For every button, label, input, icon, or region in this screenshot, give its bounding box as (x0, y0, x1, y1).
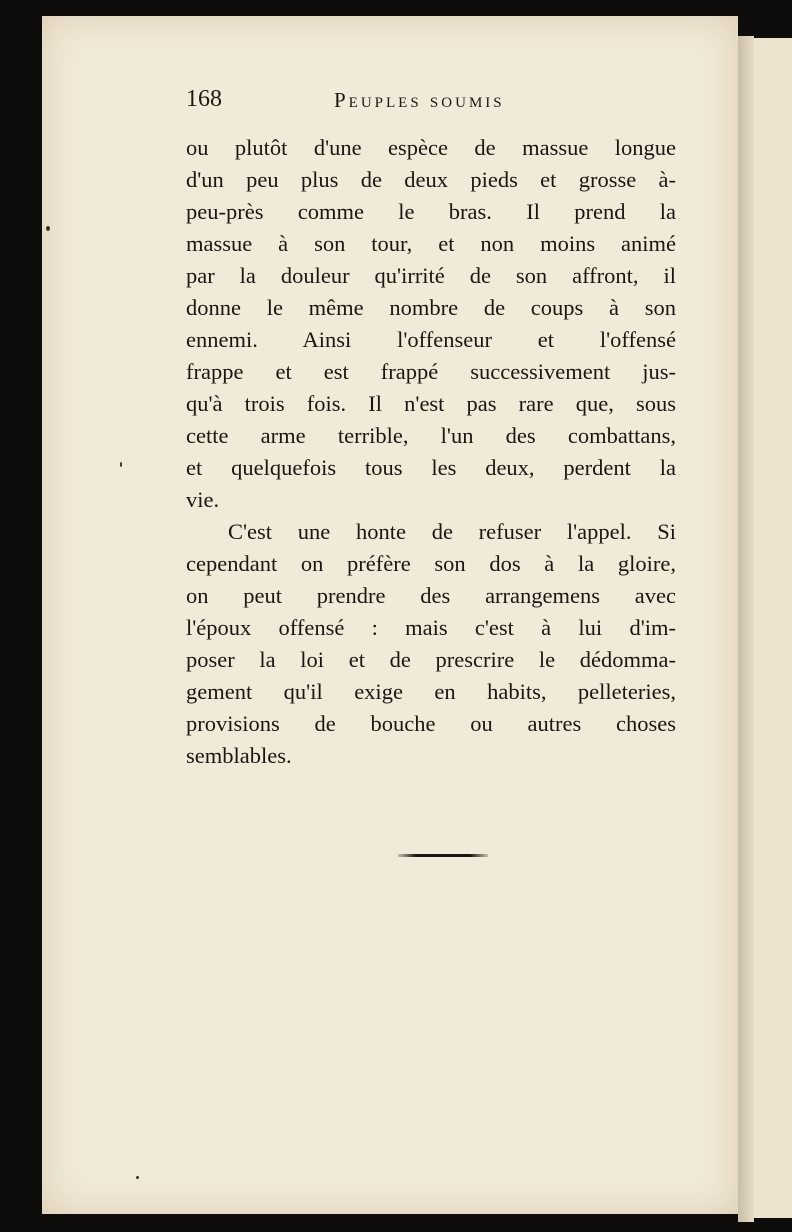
paragraph-2 (186, 516, 676, 772)
page-number: 168 (186, 86, 222, 112)
paper-speck (136, 1176, 139, 1179)
text-line: cette arme terrible, l'un des combattans, (186, 423, 676, 448)
text-line: donne le même nombre de coups à son (186, 295, 676, 320)
text-line: poser la loi et de prescrire le dédomma- (186, 647, 676, 672)
text-line: provisions de bouche ou autres choses (186, 711, 676, 736)
text-line: peu-près comme le bras. Il prend la (186, 199, 676, 224)
facing-page-edge (754, 38, 792, 1218)
paragraph-1 (186, 132, 676, 516)
text-line: vie. (186, 487, 220, 512)
text-line: d'un peu plus de deux pieds et grosse à- (186, 167, 676, 192)
text-line: ou plutôt d'une espèce de massue longue (186, 135, 676, 160)
text-line: C'est une honte de refuser l'appel. Si (228, 519, 676, 544)
text-line: semblables. (186, 743, 292, 768)
running-title: Peuples soumis (334, 88, 505, 112)
text-line: ennemi. Ainsi l'offenseur et l'offensé (186, 327, 676, 352)
text-line: gement qu'il exige en habits, pelleteries, (186, 679, 676, 704)
paper-speck (46, 226, 50, 231)
body-text (186, 132, 676, 772)
page-header (186, 86, 676, 116)
text-line: et quelquefois tous les deux, perdent la (186, 455, 676, 480)
paper-speck (120, 462, 122, 467)
text-line: frappe et est frappé successivement jus- (186, 359, 676, 384)
text-line: cependant on préfère son dos à la gloire, (186, 551, 676, 576)
text-line: l'époux offensé : mais c'est à lui d'im- (186, 615, 676, 640)
text-line: par la douleur qu'irrité de son affront, il (186, 263, 676, 288)
text-line: massue à son tour, et non moins animé (186, 231, 676, 256)
page-edge (738, 36, 754, 1222)
section-rule (398, 854, 488, 857)
text-line: on peut prendre des arrangemens avec (186, 583, 676, 608)
text-line: qu'à trois fois. Il n'est pas rare que, sous (186, 391, 676, 416)
